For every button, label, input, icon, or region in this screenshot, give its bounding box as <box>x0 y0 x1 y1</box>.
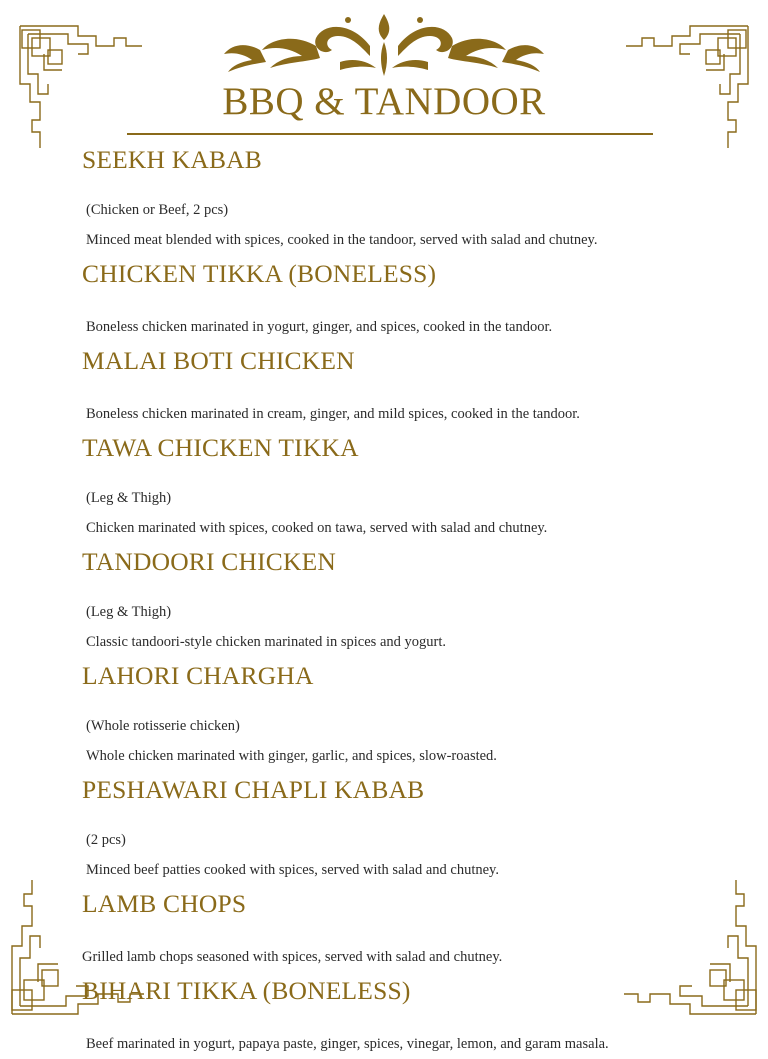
title-divider <box>127 133 653 135</box>
menu-title: BBQ & TANDOOR <box>222 80 546 123</box>
item-note: (Chicken or Beef, 2 pcs) <box>86 202 229 218</box>
item-description: Minced meat blended with spices, cooked in the tandoor, served with salad and chutney. <box>86 232 598 248</box>
item-note: (2 pcs) <box>86 832 126 848</box>
item-description: Boneless chicken marinated in cream, ginger, and mild spices, cooked in the tandoor. <box>86 406 580 422</box>
item-name: TAWA CHICKEN TIKKA <box>82 433 359 462</box>
menu-item <box>82 342 722 429</box>
item-note: (Leg & Thigh) <box>86 604 172 620</box>
item-description: Boneless chicken marinated in yogurt, ginger, and spices, cooked in the tandoor. <box>86 319 553 335</box>
item-name: LAHORI CHARGHA <box>82 661 314 690</box>
item-description: Beef marinated in yogurt, papaya paste, ginger, spices, vinegar, lemon, and garam masala. <box>86 1036 609 1052</box>
item-note: (Leg & Thigh) <box>86 490 172 506</box>
item-description: Grilled lamb chops seasoned with spices, served with salad and chutney. <box>82 949 503 965</box>
menu-item <box>82 657 722 771</box>
menu-list <box>82 141 722 1059</box>
item-description: Classic tandoori-style chicken marinated in spices and yogurt. <box>86 634 446 650</box>
item-description: Whole chicken marinated with ginger, garlic, and spices, slow-roasted. <box>86 748 497 764</box>
item-description: Chicken marinated with spices, cooked on tawa, served with salad and chutney. <box>86 520 548 536</box>
menu-item <box>82 543 722 657</box>
menu-item <box>82 972 722 1059</box>
item-name: BIHARI TIKKA (BONELESS) <box>82 976 411 1005</box>
item-name: CHICKEN TIKKA (BONELESS) <box>82 259 437 288</box>
item-description: Minced beef patties cooked with spices, served with salad and chutney. <box>86 862 499 878</box>
item-name: SEEKH KABAB <box>82 145 263 174</box>
item-name: LAMB CHOPS <box>82 889 247 918</box>
item-note: (Whole rotisserie chicken) <box>86 718 240 734</box>
item-name: PESHAWARI CHAPLI KABAB <box>82 775 425 804</box>
menu-item <box>82 429 722 543</box>
item-name: MALAI BOTI CHICKEN <box>82 346 355 375</box>
menu-item <box>82 255 722 342</box>
menu-item <box>82 141 722 255</box>
item-name: TANDOORI CHICKEN <box>82 547 337 576</box>
scroll-flourish-icon <box>220 12 548 78</box>
menu-item <box>82 771 722 885</box>
menu-item <box>82 885 722 972</box>
